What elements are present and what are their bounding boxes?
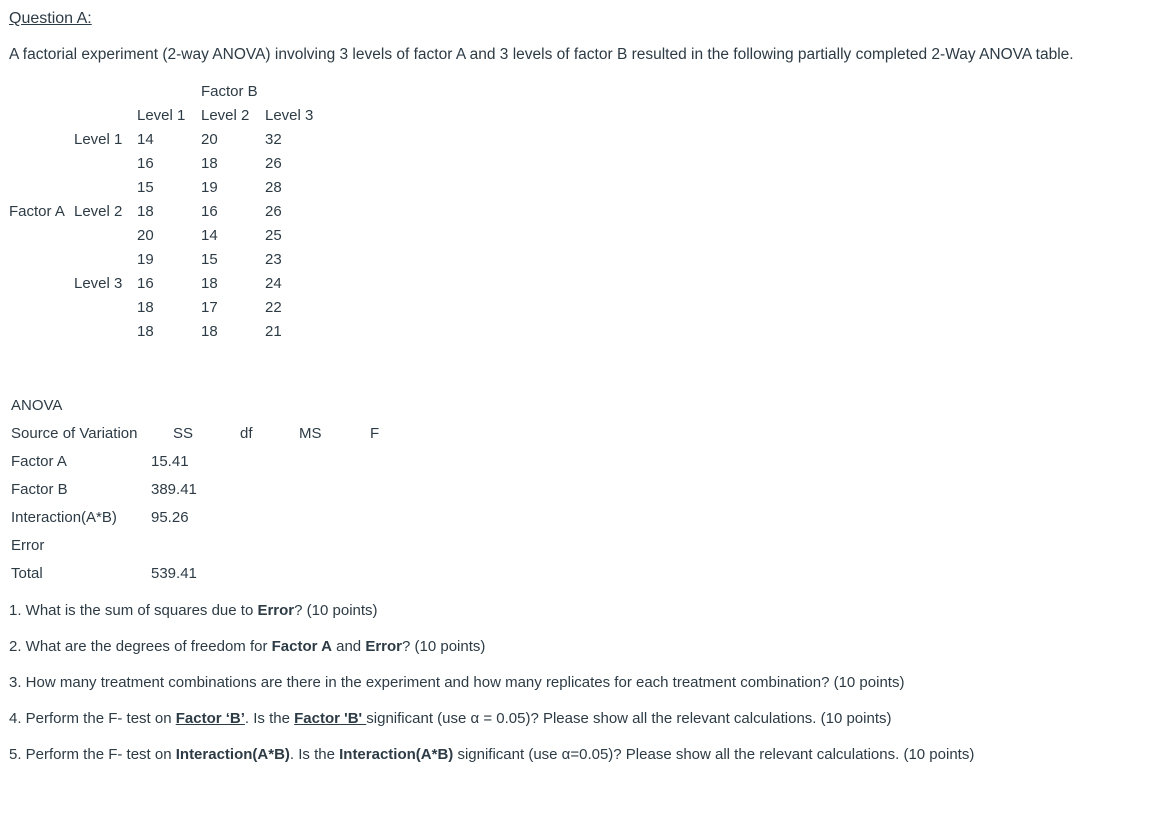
anova-ss-interaction: 95.26 xyxy=(151,509,189,526)
data-cell: 18 xyxy=(137,323,154,340)
data-cell: 15 xyxy=(137,179,154,196)
data-cell: 18 xyxy=(201,275,218,292)
anova-source-factor-a: Factor A xyxy=(11,453,67,470)
anova-ss-total: 539.41 xyxy=(151,565,197,582)
data-cell: 25 xyxy=(265,227,282,244)
anova-source-factor-b: Factor B xyxy=(11,481,68,498)
data-cell: 28 xyxy=(265,179,282,196)
anova-header-ms: MS xyxy=(299,425,322,442)
col-header-3: Level 3 xyxy=(265,107,314,124)
question-2: 2. What are the degrees of freedom for Factor A and Error? (10 points) xyxy=(9,638,486,655)
question-heading: Question A: xyxy=(9,10,92,27)
data-cell: 26 xyxy=(265,155,282,172)
factor-a-label: Factor A xyxy=(9,203,65,220)
data-cell: 19 xyxy=(201,179,218,196)
data-cell: 22 xyxy=(265,299,282,316)
anova-header-source: Source of Variation xyxy=(11,425,138,442)
question-5: 5. Perform the F- test on Interaction(A*B). Is the Interaction(A*B) significant (use α=0.05)? Please show all the relevant calculations. (10 points) xyxy=(9,746,975,763)
col-header-2: Level 2 xyxy=(201,107,250,124)
data-cell: 21 xyxy=(265,323,282,340)
data-cell: 18 xyxy=(137,299,154,316)
factor-b-label: Factor B xyxy=(201,83,258,100)
col-header-1: Level 1 xyxy=(137,107,186,124)
data-cell: 18 xyxy=(137,203,154,220)
data-cell: 18 xyxy=(201,155,218,172)
anova-source-interaction: Interaction(A*B) xyxy=(11,509,117,526)
data-cell: 32 xyxy=(265,131,282,148)
data-cell: 26 xyxy=(265,203,282,220)
question-3: 3. How many treatment combinations are there in the experiment and how many replicates for each treatment combination? (10 points) xyxy=(9,674,905,691)
data-cell: 18 xyxy=(201,323,218,340)
question-1: 1. What is the sum of squares due to Error? (10 points) xyxy=(9,602,378,619)
anova-title: ANOVA xyxy=(11,397,63,414)
anova-header-df: df xyxy=(240,425,253,442)
data-cell: 19 xyxy=(137,251,154,268)
data-cell: 14 xyxy=(137,131,154,148)
data-cell: 20 xyxy=(201,131,218,148)
data-cell: 24 xyxy=(265,275,282,292)
anova-ss-factor-b: 389.41 xyxy=(151,481,197,498)
anova-header-f: F xyxy=(370,425,380,442)
intro-paragraph: A factorial experiment (2-way ANOVA) involving 3 levels of factor A and 3 levels of factor B resulted in the following partially completed 2-Way ANOVA table. xyxy=(9,46,1074,63)
anova-ss-factor-a: 15.41 xyxy=(151,453,189,470)
anova-source-error: Error xyxy=(11,537,45,554)
row-label-1: Level 1 xyxy=(74,131,123,148)
anova-source-total: Total xyxy=(11,565,43,582)
data-cell: 20 xyxy=(137,227,154,244)
question-4: 4. Perform the F- test on Factor ‘B’. Is the Factor 'B' significant (use α = 0.05)? Please show all the relevant calculations. (10 points) xyxy=(9,710,892,727)
data-cell: 15 xyxy=(201,251,218,268)
data-cell: 23 xyxy=(265,251,282,268)
anova-header-ss: SS xyxy=(173,425,194,442)
row-label-2: Level 2 xyxy=(74,203,123,220)
data-cell: 14 xyxy=(201,227,218,244)
data-cell: 16 xyxy=(201,203,218,220)
data-cell: 16 xyxy=(137,275,154,292)
row-label-3: Level 3 xyxy=(74,275,123,292)
data-cell: 17 xyxy=(201,299,218,316)
data-cell: 16 xyxy=(137,155,154,172)
